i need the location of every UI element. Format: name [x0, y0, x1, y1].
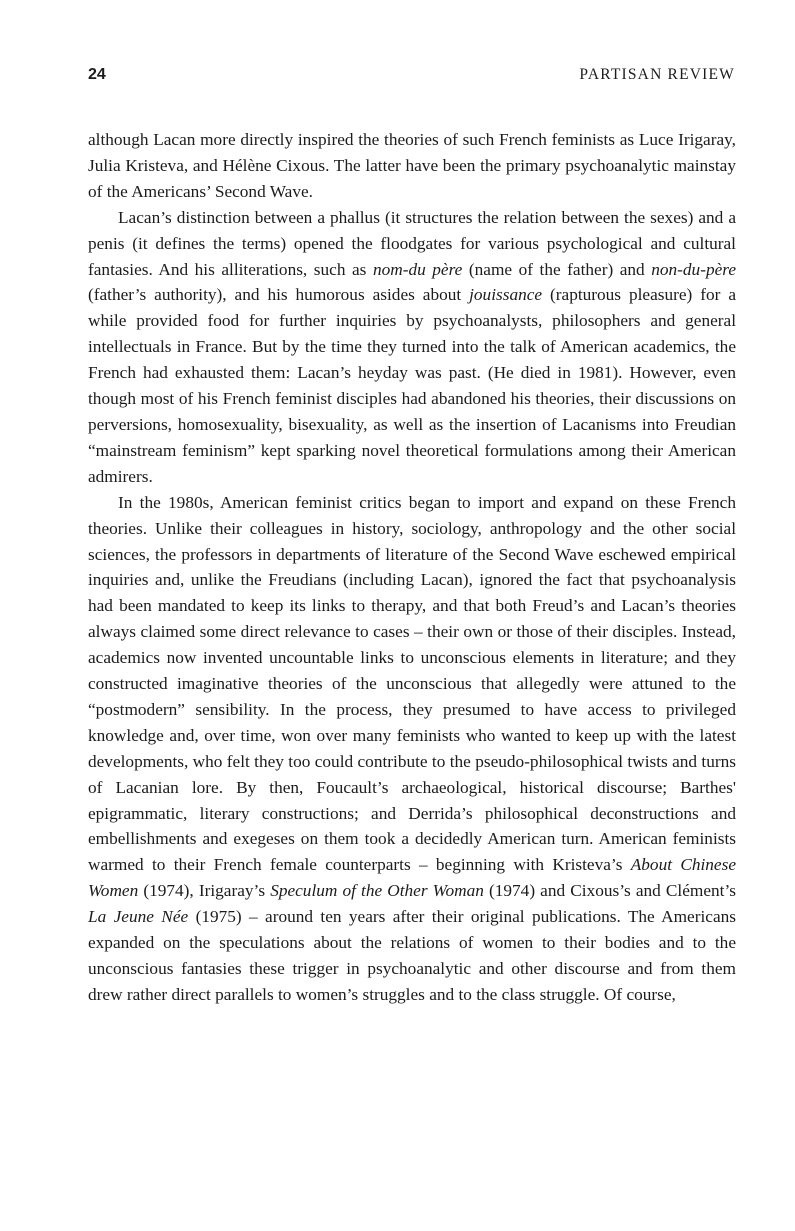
text-span: (1974) and Cixous’s and Clément’s [483, 881, 736, 901]
journal-title: PARTISAN REVIEW [579, 66, 735, 83]
book-title: About Chinese Women [88, 855, 736, 901]
paragraph-2 [88, 205, 736, 490]
text-span: (1974), Irigaray’s [138, 881, 271, 901]
page-number: 24 [88, 66, 106, 83]
text-span: (father’s authority), and his humorous asides about [88, 285, 470, 305]
book-title: La Jeune Née [88, 907, 189, 927]
italic-term: jouissance [469, 285, 543, 305]
running-header [88, 66, 735, 88]
text-span: Lacan’s distinction between a phallus (it structures the relation between the sexes) and a penis (it defines the terms) opened the floodgates for various psychological and cultural fantasies. And his alliterations, such as [88, 207, 736, 279]
book-title: Speculum of the Other Woman [270, 881, 484, 901]
paragraph-1 [88, 127, 736, 205]
italic-term: non-du-père [651, 259, 737, 279]
italic-term: nom-du père [372, 259, 463, 279]
text-span: (name of the father) and [462, 259, 652, 279]
text-span: (1975) – around ten years after their original publications. The Americans expanded on the speculations about the relations of women to their bodies and to the unconscious fantasies these trigger in psychoanalytic and other discourse and from them drew rather direct parallels to women’s struggles and to the class struggle. Of course, [88, 907, 736, 1004]
text-span: although Lacan more directly inspired the theories of such French feminists as Luce Irigaray, Julia Kristeva, and Hélène Cixous. The latter have been the primary psychoanalytic mainstay of the Americans’ Second Wave. [88, 130, 736, 201]
article-body [88, 127, 736, 1008]
text-span: (rapturous pleasure) for a while provided food for further inquiries by psychoanalysts, philosophers and general intellectuals in France. But by the time they turned into the talk of American academics, the French had exhausted them: Lacan’s heyday was past. (He died in 1981). However, even though most of his French feminist disciples had abandoned his theories, their discussions on perversions, homosexuality, bisexuality, as well as the insertion of Lacanisms into Freudian “mainstream feminism” kept sparking novel theoretical formulations among their American admirers. [88, 285, 736, 486]
paragraph-3 [88, 490, 736, 1008]
text-span: In the 1980s, American feminist critics began to import and expand on these French theories. Unlike their colleagues in history, sociology, anthropology and the other social sciences, the professors in departments of literature of the Second Wave eschewed empirical inquiries and, unlike the Freudians (including Lacan), ignored the fact that psychoanalysis had been mandated to keep its links to therapy, and that both Freud’s and Lacan’s theories always claimed some direct relevance to cases – their own or those of their disciples. Instead, academics now invented uncountable links to unconscious elements in literature; and they constructed imaginative theories of the unconscious that allegedly were attuned to the “postmodern” sensibility. In the process, they presumed to have access to privileged knowledge and, over time, won over many feminists who wanted to keep up with the latest developments, who felt they too could contribute to the pseudo-philosophical twists and turns of Lacanian lore. By then, Foucault’s archaeological, historical discourse; Barthes' epigrammatic, literary constructions; and Derrida’s philosophical deconstructions and embellishments and exegeses on them took a decidedly American turn. American feminists warmed to their French female counterparts – beginning with Kristeva’s [88, 492, 736, 875]
